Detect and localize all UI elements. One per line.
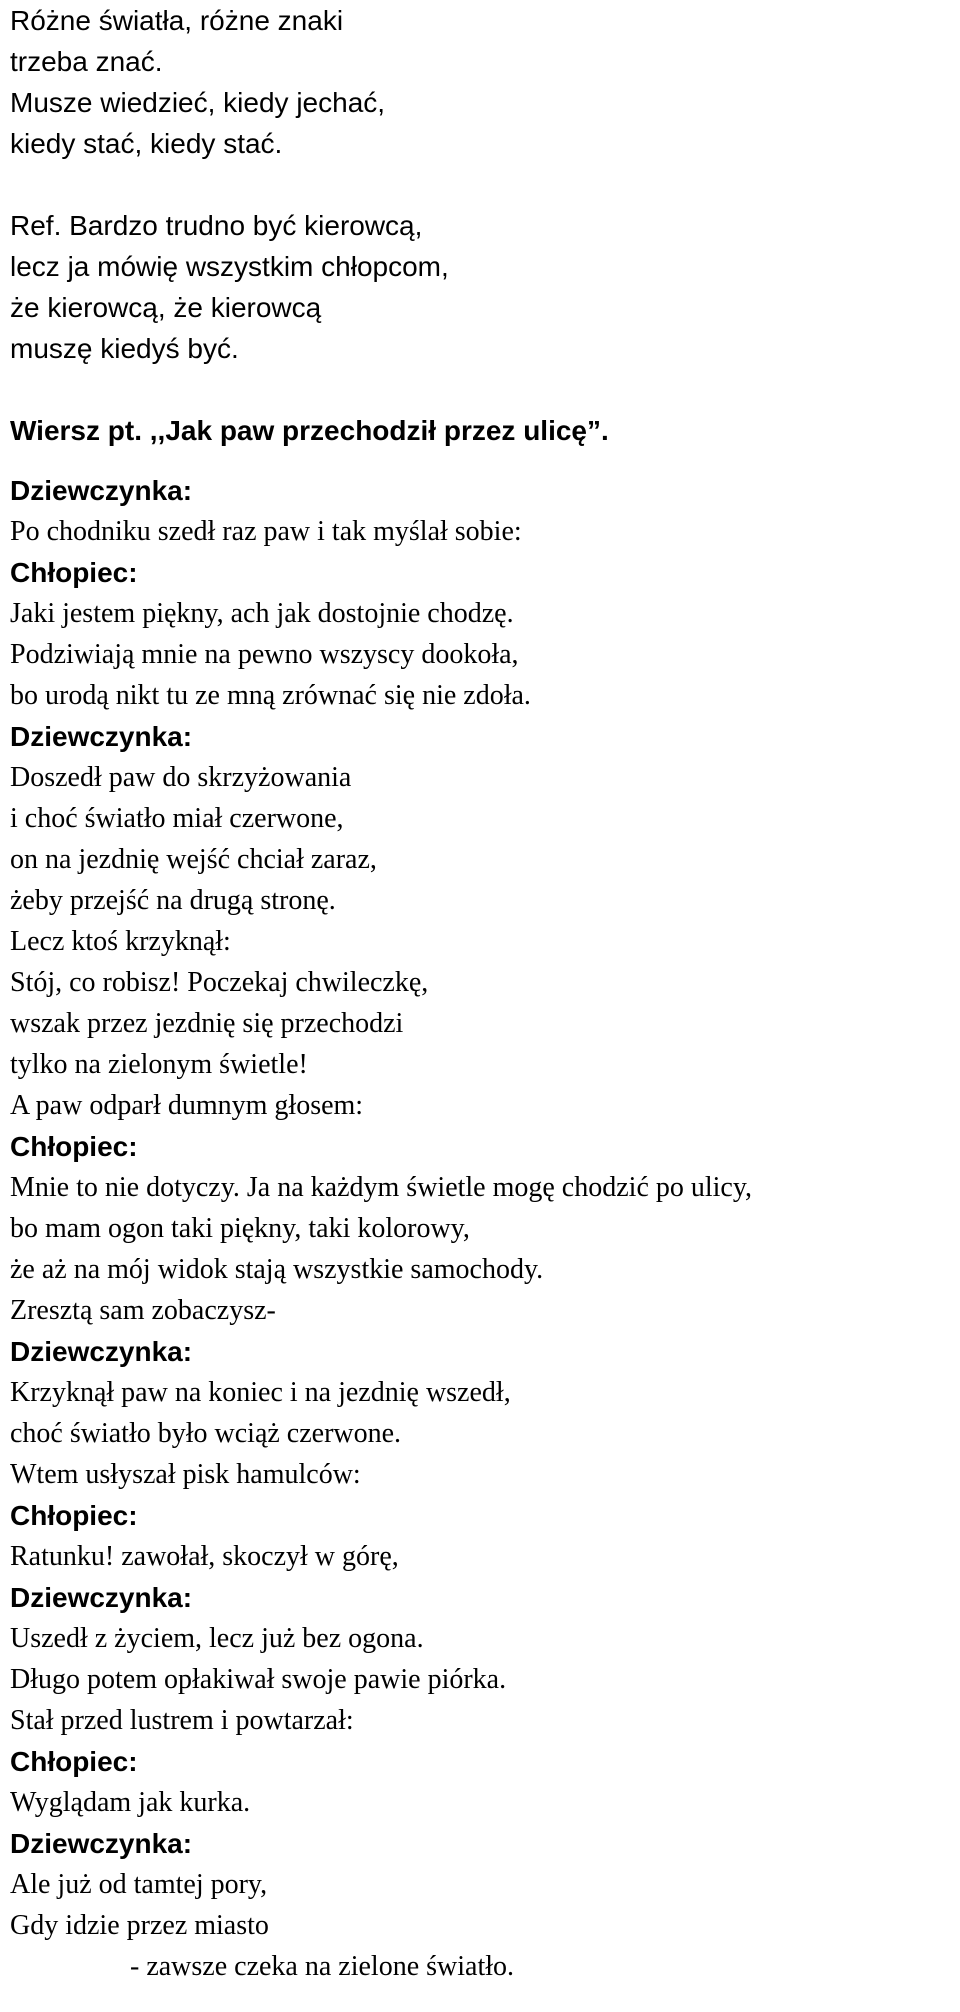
poem-line: i choć światło miał czerwone,	[10, 803, 344, 834]
speaker-label: Dziewczynka:	[10, 1828, 193, 1859]
poem-line: Stał przed lustrem i powtarzał:	[10, 1705, 354, 1736]
song-refrain-line: Ref. Bardzo trudno być kierowcą,	[10, 210, 423, 241]
speaker-label: Dziewczynka:	[10, 721, 193, 752]
poem-line: Ale już od tamtej pory,	[10, 1869, 268, 1900]
speaker-label: Chłopiec:	[10, 1746, 138, 1777]
poem-line: on na jezdnię wejść chciał zaraz,	[10, 844, 377, 875]
poem-line: Stój, co robisz! Poczekaj chwileczkę,	[10, 967, 429, 998]
song-verse-line: trzeba znać.	[10, 46, 163, 77]
song-verse-line: kiedy stać, kiedy stać.	[10, 128, 283, 159]
song-verse-line: Różne światła, różne znaki	[10, 5, 344, 36]
song-refrain-line: muszę kiedyś być.	[10, 333, 239, 364]
poem-title: Wiersz pt. ,,Jak paw przechodził przez ulicę”.	[10, 415, 609, 446]
poem-line: bo urodą nikt tu ze mną zrównać się nie zdoła.	[10, 680, 531, 711]
poem-line: Uszedł z życiem, lecz już bez ogona.	[10, 1623, 424, 1654]
poem-line: tylko na zielonym świetle!	[10, 1049, 308, 1080]
poem-line: żeby przejść na drugą stronę.	[10, 885, 336, 916]
speaker-label: Dziewczynka:	[10, 475, 193, 506]
speaker-label: Chłopiec:	[10, 1131, 138, 1162]
speaker-label: Chłopiec:	[10, 1500, 138, 1531]
speaker-label: Dziewczynka:	[10, 1336, 193, 1367]
poem-line: Doszedł paw do skrzyżowania	[10, 762, 352, 793]
song-refrain-line: że kierowcą, że kierowcą	[10, 292, 322, 323]
poem-line: bo mam ogon taki piękny, taki kolorowy,	[10, 1213, 470, 1244]
poem-line: Lecz ktoś krzyknął:	[10, 926, 231, 957]
song-verse-line: Musze wiedzieć, kiedy jechać,	[10, 87, 386, 118]
stanza-gap	[10, 164, 950, 205]
poem-line: Zresztą sam zobaczysz-	[10, 1295, 276, 1326]
poem-line: Po chodniku szedł raz paw i tak myślał sobie:	[10, 516, 522, 547]
poem-line: choć światło było wciąż czerwone.	[10, 1418, 402, 1449]
poem-line: Długo potem opłakiwał swoje pawie piórka.	[10, 1664, 507, 1695]
speaker-label: Chłopiec:	[10, 557, 138, 588]
poem-line: Krzyknął paw na koniec i na jezdnię wszedł,	[10, 1377, 511, 1408]
document-page	[10, 0, 950, 1987]
poem-body	[10, 470, 950, 1987]
song-refrain-line: lecz ja mówię wszystkim chłopcom,	[10, 251, 449, 282]
speaker-label: Dziewczynka:	[10, 1582, 193, 1613]
poem-line: A paw odparł dumnym głosem:	[10, 1090, 364, 1121]
poem-line: Mnie to nie dotyczy. Ja na każdym świetle mogę chodzić po ulicy,	[10, 1172, 753, 1203]
poem-line: Gdy idzie przez miasto	[10, 1910, 269, 1941]
song-block	[10, 0, 950, 410]
poem-line: że aż na mój widok stają wszystkie samochody.	[10, 1254, 544, 1285]
poem-line: Jaki jestem piękny, ach jak dostojnie chodzę.	[10, 598, 514, 629]
poem-line: Wyglądam jak kurka.	[10, 1787, 251, 1818]
poem-line: wszak przez jezdnię się przechodzi	[10, 1008, 404, 1039]
poem-line: Podziwiają mnie na pewno wszyscy dookoła,	[10, 639, 519, 670]
poem-line: Ratunku! zawołał, skoczył w górę,	[10, 1541, 399, 1572]
poem-line: - zawsze czeka na zielone światło.	[130, 1951, 515, 1982]
stanza-gap	[10, 369, 950, 410]
poem-line: Wtem usłyszał pisk hamulców:	[10, 1459, 361, 1490]
